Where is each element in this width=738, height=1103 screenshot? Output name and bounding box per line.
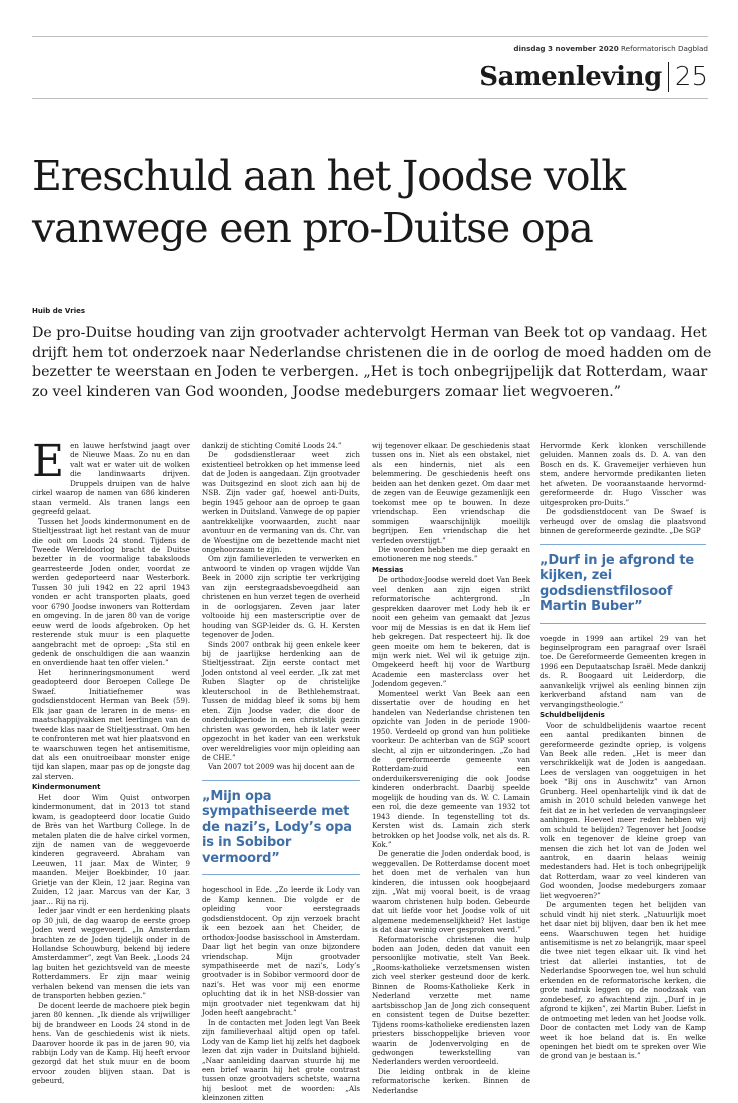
body-paragraph: Reformatorische christenen die hulp boden aan Joden, deden dat vanuit een persoonlijke motivatie, stelt Van Beek. „Rooms-katholieke verzetsmensen wisten zich veel sterker gesteund door de kerk. Binnen de Rooms-Katholieke Kerk in Nederland verzette met name aartsbisschop Jan de Jong zich consequent en consistent tegen de Duitse bezetter. Tijdens rooms-katholieke erediensten lazen priesters bisschoppelijke brieven voor waarin de Jodenvervolging en de gedwongen tewerkstelling van Nederlanders werden veroordeeld. (372, 934, 530, 1067)
subheading: Schuldbelijdenis (540, 711, 605, 720)
body-paragraph: De argumenten tegen het belijden van schuld vindt hij niet sterk. „Natuurlijk moet het daar niet bij blijven, daar ben ik het mee eens. Waarschuwen tegen het huidige antisemitisme is net zo belangrijk, maar speel die twee niet tegen elkaar uit. Ik vind het triest dat allerlei instanties, tot de Nederlandse Spoorwegen toe, wel hun schuld erkenden en de reformatorische kerken, die grote nadruk leggen op de noodzaak van zondebesef, zo afwachtend zijn. „Durf in je afgrond te kijken”, zei Martin Buber. Liefst in de ontmoeting met leden van het Joodse volk. Door de contacten met Lody van de Kamp weet ik hoe beland dat is. En welke openingen het biedt om te spreken over Wie de grond van je bestaan is.” (540, 900, 706, 1061)
body-paragraph: Tussen het Joods kindermonument en de Stieltjesstraat ligt het restant van de muur die ooit om Loods 24 stond. Tijdens de Tweede Wereldoorlog bracht de Duitse bezetter in de voormalige tabaksloods gearresteerde Joden onder, voordat ze werden gedeporteerd naar Westerbork. Tussen 30 juli 1942 en 22 april 1943 vonden er acht transporten plaats, goed voor 6790 Joodse inwoners van Rotterdam en omgeving. In de jaren 80 van de vorige eeuw werd de loods afgebroken. Op het resterende stuk muur is een plaquette aangebracht met de oproep: „Sta stil en gedenk de onschuldigen die aan waanzin en onverdiende haat ten offer vielen.” (32, 516, 190, 668)
body-paragraph: Momenteel werkt Van Beek aan een dissertatie over de houding en het handelen van Nederlandse christenen ten opzichte van Joden in de periode 1900-1950. Verdeeld op grond van hun politieke voorkeur. De achterban van de SGP scoort slecht, al zijn er uitzonderingen. „Zo had de gereformeerde gemeente van Rotterdam-zuid een onderduikersvereniging die ook Joodse kinderen onderbracht. Daarbij speelde mogelijk de houding van ds. W. C. Lamain een rol, die deze gemeente van 1932 tot 1943 diende. In tegenstelling tot ds. Kersten wist ds. Lamain zich sterk betrokken op het Joodse volk, net als ds. R. Kok.” (372, 688, 530, 850)
body-paragraph: De docent leerde de machoere piek begin jaren 80 kennen. „Ik diende als vrijwilliger bij de brandweer en Loods 24 stond in de hens. Van de geschiedenis wist ik niets. Daarover hoorde ik pas in de jaren 90, via rabbijn Lody van de Kamp. Hij heeft ervoor gezorgd dat het stuk muur en de boom ervoor zouden blijven staan. Dat is gebeurd, (32, 1000, 190, 1086)
body-column-1 (32, 436, 190, 1086)
body-paragraph: Om zijn familieverleden te verwerken en antwoord te vinden op vragen wijdde Van Beek in 2000 zijn scriptie ter verkrijging van zijn eerstegraadsbevoegdheid aan christenen en hun verzet tegen de overheid in de oorlogsjaren. Zeven jaar later voltooide hij een masterscriptie over de houding van SGP-leider ds. G. H. Kersten tegenover de Joden. (202, 554, 360, 640)
body-paragraph: Het herinneringsmonument werd geadopteerd door Beroepen College De Swaef. Initiatiefnemer was godsdienstdocent Herman van Beek (59). Elk jaar gaan de leraren in de mens- en maatschappijvakken met leerlingen van de tweede klas naar de Stieltjesstraat. Om hen te confronteren met wat hier plaatsvond en te waarschuwen tegen het antisemitisme, dat als een onuitroeibaar monster enige tijd kan slapen, maar pas op de jongste dag zal sterven. (32, 667, 190, 781)
body-paragraph: De godsdienstdocent van De Swaef is verheugd over de omslag die plaatsvond binnen de gereformeerde gezindte. „De SGP (540, 507, 706, 536)
body-paragraph: Sinds 2007 ontbrak hij geen enkele keer bij de jaarlijkse herdenking aan de Stieltjesstraat. Zijn eerste contact met Joden ontstond al veel eerder. „Ik zat met Ruben Slagter op de christelijke kleuterschool in de Bethlehemstraat. Tussen de middag bleef ik soms bij hem eten. Zijn Joodse vader, die door de onderduikperiode in een christelijk gezin christen was geworden, heb ik later weer opgezocht in het kader van een werkstuk over wereldreligies voor mijn opleiding aan de CHE.” (202, 639, 360, 762)
subheading: Messias (372, 565, 404, 574)
body-paragraph: De generatie die Joden onderdak bood, is weggevallen. De Rotterdamse docent moet het doen met de verhalen van hun kinderen, die intussen ook hoogbejaard zijn. „Wat mij vooral boeit, is de vraag waarom christenen hulp boden. Gebeurde dat uit liefde voor het Joodse volk of uit algemene medemenselijkheid? Het lastige is dat daar weinig over gesproken werd.” (372, 849, 530, 935)
body-paragraph: Die leiding ontbrak in de kleine reformatorische kerken. Binnen de Nederlandse (372, 1066, 530, 1095)
body-paragraph: De godsdienstleraar weet zich existentieel betrokken op het immense leed dat de Joden is aangedaan. Zijn grootvader was Duitsgezind en sloot zich aan bij de NSB. Zijn vader gaf, hoewel anti-Duits, begin 1945 gehoor aan de oproep te gaan werken in Duitsland. Vanwege de op papier aantrekkelijke voorwaarden, zucht naar avontuur en de vermaning van ds. Chr. van de Woestijne om de bezettende macht niet ongehoorzaam te zijn. (202, 450, 360, 554)
pull-quote: „Mijn opa sympathiseerde met de nazi’s, Lody’s opa is in Sobibor vermoord” (202, 780, 360, 876)
section-name: Samenleving (479, 62, 662, 92)
publication-name: Reformatorisch Dagblad (621, 44, 708, 53)
page-number: 25 (674, 62, 708, 92)
section-divider (668, 62, 669, 92)
section-header (479, 57, 708, 97)
body-paragraph: Het door Wim Quist ontworpen kindermonument, dat in 2013 tot stand kwam, is geadopteerd door locatie Guido de Brès van het Wartburg College. In de metalen platen die de halve cirkel vormen, zijn de namen van de weggevoerde kinderen gegraveerd. Abraham van Leeuwen, 11 jaar. Max de Winter, 9 maanden. Meijer Boekbinder, 10 jaar. Grietje van der Klein, 12 jaar. Regina van Zuiden, 12 jaar. Marcus van der Kar, 3 jaar… Rij na rij. (32, 792, 190, 906)
drop-cap: E (32, 436, 65, 487)
subheading: Kindermonument (32, 783, 101, 792)
body-column-2 (202, 441, 360, 1103)
body-paragraph: Hervormde Kerk klonken verschillende geluiden. Mannen zoals ds. D. A. van den Bosch en ds. K. Gravemeijer verhieven hun stem, andere hervormde predikanten lieten het afweten. De vooraanstaande hervormd-gereformeerde dr. Hugo Visscher was uitgesproken pro-Duits.” (540, 441, 706, 507)
body-column-4 (540, 441, 706, 1061)
lead-paragraph: De pro-Duitse houding van zijn grootvader achtervolgt Herman van Beek tot op vandaag. Het drijft hem tot onderzoek naar Nederlandse christenen die in de oorlog de moed hadden om de bezetter te weerstaan en Joden te verbergen. „Het is toch onbegrijpelijk dat Rotterdam, waar zo veel kinderen van God woonden, Joodse medeburgers zomaar liet wegvoeren.” (32, 325, 712, 400)
body-paragraph: dankzij de stichting Comité Loods 24.” (202, 441, 342, 450)
top-rule (32, 36, 708, 37)
body-paragraph: wij tegenover elkaar. De geschiedenis staat tussen ons in. Niet als een obstakel, niet als een hindernis, niet als een belemmering. De geschiedenis heeft ons beiden aan het denken gezet. Om daar met de zegen van de Eeuwige gezamenlijk een toekomst mee op te bouwen. In deze vriendschap. Een vriendschap die sommigen waarschijnlijk moeilijk begrijpen. Een vriendschap die het verleden overstijgt.” (372, 441, 530, 545)
headline: Ereschuld aan het Joodse volk vanwege een pro-Duitse opa (32, 152, 625, 252)
pull-quote: „Durf in je afgrond te kijken, zei godsdienstfilosoof Martin Buber” (540, 544, 706, 624)
body-paragraph: en lauwe herfstwind jaagt over de Nieuwe Maas. Zo nu en dan valt wat er water uit de wolken die landinwaarts drijven. Druppels druipen van de halve cirkel waarop de namen van 686 kinderen staan vermeld. Als tranen langs een gegreefd gelaat. (32, 441, 190, 517)
body-paragraph: Die woorden hebben me diep geraakt en emotioneren me nog steeds.” (372, 544, 530, 564)
issue-date: dinsdag 3 november 2020 (513, 44, 619, 53)
body-column-3 (372, 441, 530, 1095)
body-paragraph: hogeschool in Ede. „Zo leerde ik Lody van de Kamp kennen. Die volgde er de opleiding voor eerstegraads godsdienstdocent. Op zijn verzoek bracht ik een bezoek aan het Cheider, de orthodox-Joodse basisschool in Amsterdam. Daar ligt het begin van onze bijzondere vriendschap. Mijn grootvader sympathiseerde met de nazi’s, Lody’s grootvader is in Sobibor vermoord door de nazi’s. Het was voor mij een enorme opluchting dat ik in het NSB-dossier van mijn grootvader niet tegenkwam dat hij Joden heeft aangebracht.” (202, 885, 360, 1018)
byline: Huib de Vries (32, 307, 86, 315)
body-paragraph: Voor de schuldbelijdenis waartoe recent een aantal predikanten binnen de gereformeerde gezindte opriep, is volgens Van Beek alle reden. „Het is meer dan verschrikkelijk wat de Joden is aangedaan. Lees de verslagen van ooggetuigen in het boek “Bij ons in Auschwitz” van Arnon Grunberg. Heel openhartelijk vind ik dat de amish in 2010 schuld beleden vanwege het feit dat ze in het verleden de vervangingsleer aanhingen. Hoeveel meer reden hebben wij om schuld te belijden? Tegenover het Joodse volk en tegenover de kleine groep van mensen die zich het lot van de Joden wel aantrok, en daarin helaas weinig medestanders had. Het is toch onbegrijpelijk dat Rotterdam, waar zo veel kinderen van God woonden, Joodse medeburgers zomaar liet wegvoeren?” (540, 720, 706, 900)
body-paragraph: De orthodox-Joodse wereld doet Van Beek veel denken aan zijn eigen strikt reformatorische achtergrond. „In gesprekken daarover met Lody heb ik er nooit een geheim van gemaakt dat Jezus voor mij de Messias is en dat ik Hem lief heb gekregen. Dat respecteert hij. Ik doe geen moeite om hem te bekeren, dat is mijn werk niet. Wel wil ik getuige zijn. Omgekeerd heeft hij voor de Wartburg Academie een masterclass over het Jodendom gegeven.” (372, 575, 530, 689)
body-paragraph: In de contacten met Joden legt Van Beek zijn familieverhaal altijd open op tafel. Lody van de Kamp liet hij zelfs het dagboek lezen dat zijn vader in Duitsland bijhield. „Naar aanleiding daarvan stuurde hij me een brief waarin hij het grote contrast tussen onze grootvaders schetste, waarna hij besloot met de woorden: „Als kleinzonen zitten (202, 1017, 360, 1103)
body-paragraph: Ieder jaar vindt er een herdenking plaats op 30 juli, de dag waarop de eerste groep Joden werd weggevoerd. „In Amsterdam brachten ze de Joden tijdelijk onder in de Hollandse Schouwburg, bekend bij iedere Amsterdammer”, zegt Van Beek. „Loods 24 lag buiten het gezichtsveld van de meeste Rotterdammers. Er zijn maar weinig verhalen bekend van mensen die iets van de transporten hebben gezien.” (32, 906, 190, 1001)
body-paragraph: voegde in 1999 aan artikel 29 van het beginselprogram een paragraaf over Israël toe. De Gereformeerde Gemeenten kregen in 1996 een Deputaatschap Israël. Mede dankzij ds. R. Boogaard uit Leiderdorp, die aanvankelijk vrijwel als eenling binnen zijn kerkverband afstand nam van de vervangingstheologie.” (540, 633, 706, 709)
body-paragraph: Van 2007 tot 2009 was hij docent aan de (208, 762, 355, 772)
section-rule (32, 98, 708, 99)
dateline (513, 44, 708, 53)
